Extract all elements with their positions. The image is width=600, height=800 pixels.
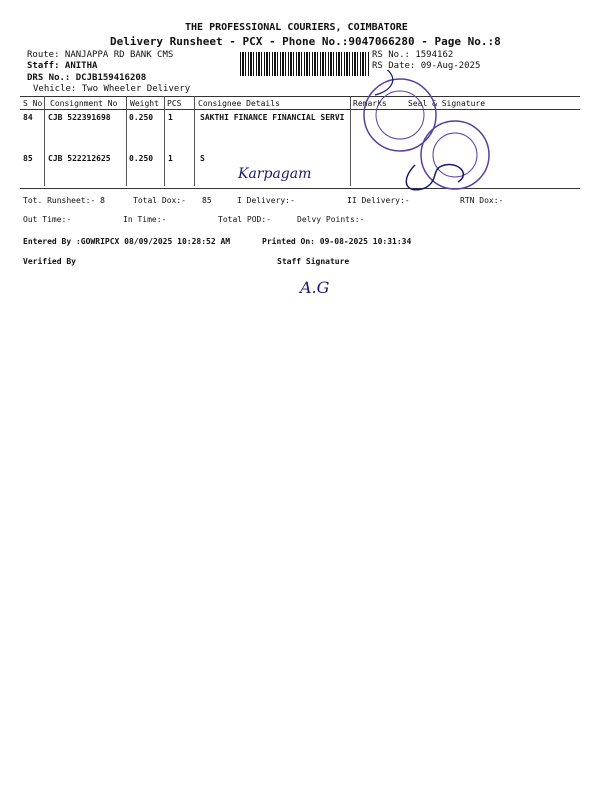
rs-date: RS Date: 09-Aug-2025: [372, 61, 481, 71]
table-row-1-consignment: CJB 522391698: [48, 113, 111, 122]
company-name: THE PROFESSIONAL COURIERS, COIMBATORE: [185, 22, 408, 33]
table-row-2-consignment: CJB 522212625: [48, 154, 111, 163]
barcode: [240, 52, 370, 76]
table-row-2-sno: 85: [23, 154, 33, 163]
first-delivery: I Delivery:-: [237, 196, 295, 205]
seal-stamp-graphic: [360, 70, 500, 200]
col-weight: Weight: [130, 99, 159, 108]
route-label: Route: NANJAPPA RD BANK CMS: [27, 50, 174, 60]
table-row-2-weight: 0.250: [129, 154, 154, 163]
total-dox-value: 85: [202, 196, 212, 205]
seal-circle-2: [421, 121, 489, 189]
receiver-signature: Karpagam: [238, 166, 312, 182]
staff-signature: A.G: [300, 278, 330, 297]
entered-by: Entered By :GOWRIPCX 08/09/2025 10:28:52 AM: [23, 237, 231, 246]
out-time: Out Time:-: [23, 215, 72, 224]
total-dox-label: Total Dox:-: [133, 196, 186, 205]
in-time: In Time:-: [123, 215, 167, 224]
staff-signature-label: Staff Signature: [277, 257, 350, 266]
col-consignment: Consignment No: [50, 99, 118, 108]
table-row-2-pcs: 1: [168, 154, 173, 163]
col-pcs: PCS: [167, 99, 182, 108]
table-row-1-consignee: SAKTHI FINANCE FINANCIAL SERVI: [200, 113, 345, 122]
table-row-1-sno: 84: [23, 113, 33, 122]
printed-on: Printed On: 09-08-2025 10:31:34: [262, 237, 412, 246]
seal-circle-1-inner: [376, 91, 424, 139]
staff-label: Staff: ANITHA: [27, 61, 98, 71]
drs-number: DRS No.: DCJB159416208: [27, 73, 147, 83]
col-seal: Seal & Signature: [408, 99, 486, 108]
delivery-points: Delvy Points:-: [297, 215, 365, 224]
col-remarks: Remarks: [353, 99, 387, 108]
table-row-1-pcs: 1: [168, 113, 173, 122]
total-runsheet: Tot. Runsheet:- 8: [23, 196, 105, 205]
second-delivery: II Delivery:-: [347, 196, 410, 205]
table-row-1-weight: 0.250: [129, 113, 154, 122]
rs-number: RS No.: 1594162: [372, 50, 454, 60]
table-row-2-consignee: S: [200, 154, 205, 163]
col-sno: S No: [23, 99, 43, 108]
vehicle-label: Vehicle: Two Wheeler Delivery: [33, 84, 191, 94]
verified-by: Verified By: [23, 257, 76, 266]
col-consignee: Consignee Details: [198, 99, 280, 108]
seal-circle-2-inner: [433, 133, 477, 177]
total-pod: Total POD:-: [218, 215, 271, 224]
rtn-dox: RTN Dox:-: [460, 196, 504, 205]
document-title: Delivery Runsheet - PCX - Phone No.:9047066280 - Page No.:8: [110, 35, 501, 48]
